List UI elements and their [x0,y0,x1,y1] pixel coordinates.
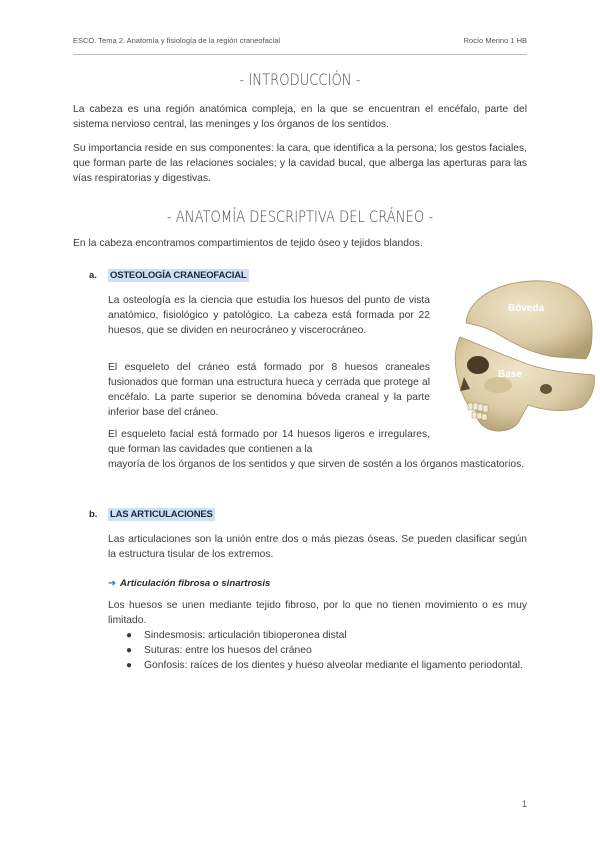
page-number: 1 [521,799,527,809]
header-right-text: Rocío Merino 1 HB [463,36,527,45]
section-b-paragraph-1: Las articulaciones son la unión entre dos o más piezas óseas. Se pueden clasificar según la estructura tisular de los extremos. [108,534,527,560]
section-a-paragraph-3a: El esqueleto facial está formado por 14 huesos ligeros e irregulares, que forman las cavidades que contienen a la [108,429,430,455]
skull-eye-socket [467,356,489,374]
header-divider [73,54,527,55]
section-a-paragraph-2: El esqueleto del cráneo está formado por 8 huesos craneales fusionados que forman una estructura hueca y cerrada que protege al encéfalo. La parte superior se denomina bóveda craneal y la parte inferior base del cráneo. [108,362,430,418]
bullet-icon: ● [126,630,133,641]
section-b-letter: b. [89,509,98,520]
bullet-icon: ● [126,660,133,671]
section-a-paragraph-3b: mayoría de los órganos de los sentidos y que sirven de sostén a los órganos masticatorios. [108,459,525,470]
section-a-letter: a. [89,270,97,281]
skull-label-base: Base [498,369,522,380]
list-item: ● Suturas: entre los huesos del cráneo [126,645,312,656]
list-item: ● Sindesmosis: articulación tibioperonea distal [126,630,347,641]
bullet-icon: ● [126,645,133,656]
fibrous-types-list [108,628,527,673]
section-a-title: OSTEOLOGÍA CRANEOFACIAL [110,270,247,281]
subsection-fibrous [108,578,270,589]
section-a-heading [89,270,249,281]
intro-title: - INTRODUCCIÓN - [239,70,361,89]
anatomy-paragraph-1: En la cabeza encontramos compartimientos de tejido óseo y tejidos blandos. [73,238,423,249]
section-b-heading [89,509,215,520]
anatomy-title: - ANATOMÍA DESCRIPTIVA DEL CRÁNEO - [166,207,434,226]
skull-label-vault: Bóveda [508,303,545,314]
section-a-paragraph-1: La osteología es la ciencia que estudia los huesos del punto de vista anatómico, fisiológico y patológico. La cabeza está formada por 22 huesos, que se dividen en neurocráneo y viscerocráneo. [108,295,430,336]
header-left-text: ESCO. Tema 2. Anatomía y fisiología de la región craneofacial [73,36,281,45]
skull-illustration [446,273,600,435]
list-item: ● Gonfosis: raíces de los dientes y hueso alveolar mediante el ligamento periodontal. [126,660,523,671]
subsection-fibrous-title: Articulación fibrosa o sinartrosis [120,578,271,589]
section-b-title: LAS ARTICULACIONES [110,509,213,520]
arrow-right-icon: ➔ [108,578,117,589]
page-header [73,36,527,50]
section-b-paragraph-2: Los huesos se unen mediante tejido fibroso, por lo que no tienen movimiento o es muy limitado. [108,600,527,626]
intro-paragraph-2: Su importancia reside en sus componentes: la cara, que identifica a la persona; los gestos faciales, que forman parte de las relaciones sociales; y la cavidad bucal, que alberga las aperturas para las vías respiratorias y digestivas. [73,143,527,184]
intro-paragraph-1: La cabeza es una región anatómica compleja, en la que se encuentran el encéfalo, parte del sistema nervioso central, las meninges y los órganos de los sentidos. [73,104,527,130]
